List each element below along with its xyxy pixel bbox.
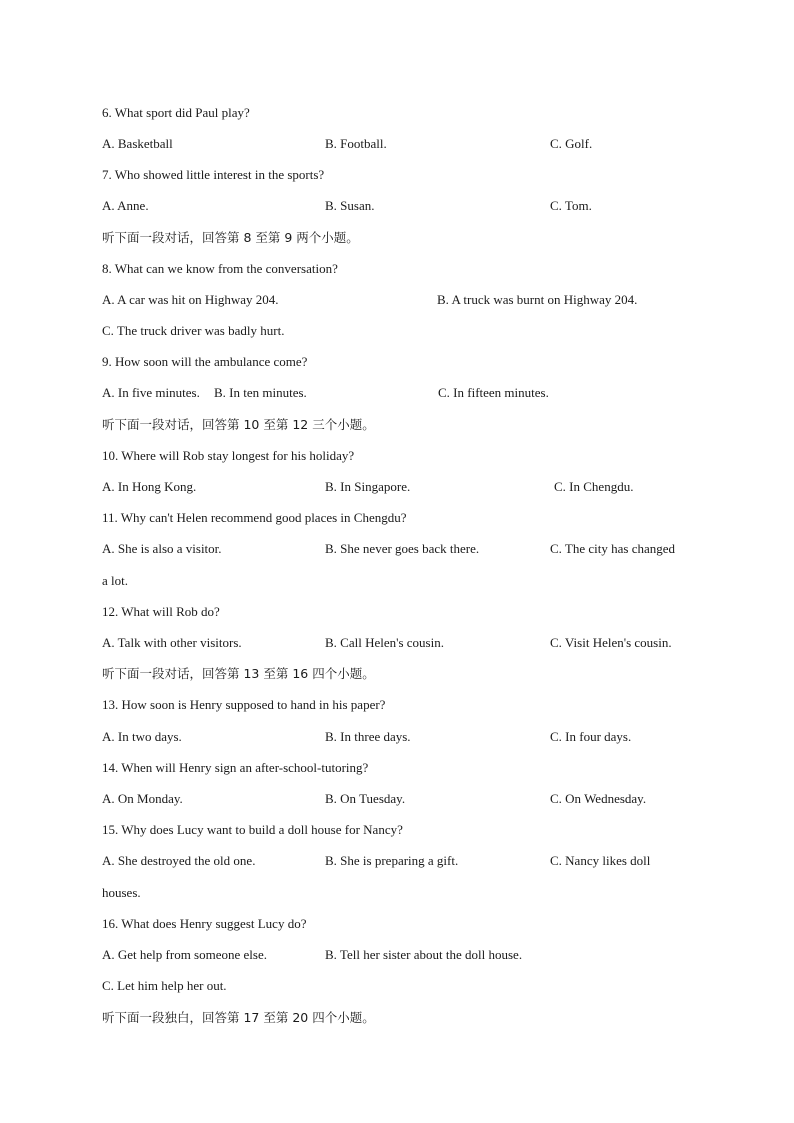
section-instruction-3: 听下面一段对话，回答第 13 至第 16 四个小题。	[102, 666, 375, 681]
q16-option-b: B. Tell her sister about the doll house.	[325, 947, 523, 962]
q14-option-c: C. On Wednesday.	[550, 791, 647, 806]
question-6: 6. What sport did Paul play?	[102, 105, 250, 120]
question-16: 16. What does Henry suggest Lucy do?	[102, 916, 307, 931]
section-instruction-4: 听下面一段独白，回答第 17 至第 20 四个小题。	[102, 1010, 375, 1025]
question-12: 12. What will Rob do?	[102, 604, 220, 619]
q15-option-c: C. Nancy likes doll	[550, 853, 651, 868]
q15-option-a: A. She destroyed the old one.	[102, 853, 256, 868]
q8-option-b: B. A truck was burnt on Highway 204.	[437, 292, 638, 307]
question-10: 10. Where will Rob stay longest for his holiday?	[102, 448, 355, 463]
q15-option-b: B. She is preparing a gift.	[325, 853, 459, 868]
q12-option-c: C. Visit Helen's cousin.	[550, 635, 672, 650]
question-13: 13. How soon is Henry supposed to hand in his paper?	[102, 697, 386, 712]
q6-option-a: A. Basketball	[102, 136, 173, 151]
question-7: 7. Who showed little interest in the sports?	[102, 167, 325, 182]
q15-option-c-continued: houses.	[102, 885, 141, 900]
q13-option-b: B. In three days.	[325, 729, 411, 744]
question-11: 11. Why can't Helen recommend good places in Chengdu?	[102, 510, 407, 525]
q11-option-c-continued: a lot.	[102, 573, 128, 588]
question-14: 14. When will Henry sign an after-school-tutoring?	[102, 760, 369, 775]
q16-option-c: C. Let him help her out.	[102, 978, 227, 993]
q16-option-a: A. Get help from someone else.	[102, 947, 267, 962]
q7-option-b: B. Susan.	[325, 198, 375, 213]
q12-option-a: A. Talk with other visitors.	[102, 635, 242, 650]
q10-option-a: A. In Hong Kong.	[102, 479, 197, 494]
question-8: 8. What can we know from the conversation?	[102, 261, 338, 276]
q10-option-b: B. In Singapore.	[325, 479, 411, 494]
q11-option-c: C. The city has changed	[550, 541, 676, 556]
q10-option-c: C. In Chengdu.	[554, 479, 634, 494]
q8-option-a: A. A car was hit on Highway 204.	[102, 292, 279, 307]
q8-option-c: C. The truck driver was badly hurt.	[102, 323, 285, 338]
q9-option-a: A. In five minutes.	[102, 385, 200, 400]
section-instruction-1: 听下面一段对话，回答第 8 至第 9 两个小题。	[102, 230, 359, 245]
q6-option-c: C. Golf.	[550, 136, 593, 151]
q11-option-a: A. She is also a visitor.	[102, 541, 222, 556]
q6-option-b: B. Football.	[325, 136, 387, 151]
q13-option-c: C. In four days.	[550, 729, 632, 744]
q7-option-c: C. Tom.	[550, 198, 592, 213]
question-9: 9. How soon will the ambulance come?	[102, 354, 308, 369]
q9-option-b: B. In ten minutes.	[214, 385, 307, 400]
q13-option-a: A. In two days.	[102, 729, 182, 744]
q14-option-b: B. On Tuesday.	[325, 791, 406, 806]
q14-option-a: A. On Monday.	[102, 791, 183, 806]
section-instruction-2: 听下面一段对话，回答第 10 至第 12 三个小题。	[102, 417, 375, 432]
question-15: 15. Why does Lucy want to build a doll house for Nancy?	[102, 822, 403, 837]
q9-option-c: C. In fifteen minutes.	[438, 385, 549, 400]
q11-option-b: B. She never goes back there.	[325, 541, 480, 556]
q7-option-a: A. Anne.	[102, 198, 149, 213]
q12-option-b: B. Call Helen's cousin.	[325, 635, 444, 650]
